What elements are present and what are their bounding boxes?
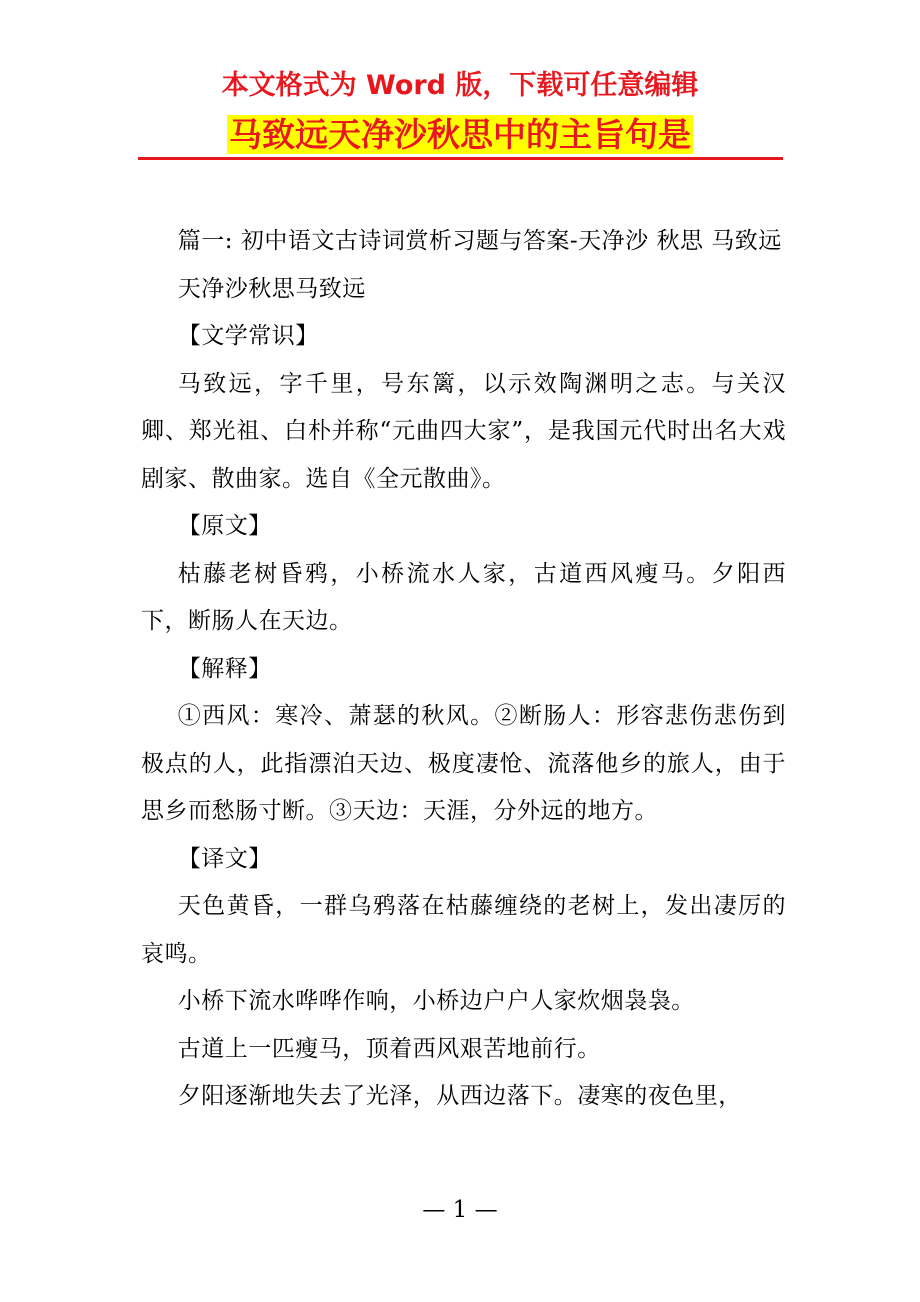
section-heading-translation: 【译文】	[177, 845, 272, 872]
title-divider	[138, 157, 783, 160]
document-title	[0, 112, 920, 158]
paragraph-heading-intro: 篇一: 初中语文古诗词赏析习题与答案-天净沙 秋思 马致远	[177, 228, 782, 254]
title-text: 马致远天净沙秋思中的主旨句是	[229, 115, 691, 154]
paragraph-poem-title: 天净沙秋思马致远	[177, 275, 366, 302]
download-banner: 本文格式为 Word 版，下载可任意编辑	[221, 70, 699, 101]
paragraph-translation-2: 小桥下流水哗哗作响，小桥边户户人家炊烟袅袅。	[177, 988, 695, 1014]
document-body	[141, 218, 786, 1121]
paragraph-author-bio: 马致远，字千里，号东篱，以示效陶渊明之志。与关汉卿、郑光祖、白朴并称“元曲四大家”，是我国元代时出名大戏剧家、散曲家。选自《全元散曲》。	[141, 370, 786, 492]
paragraph-translation-1: 天色黄昏，一群乌鸦落在枯藤缠绕的老树上，发出凄厉的哀鸣。	[141, 893, 786, 967]
section-heading-original-text: 【原文】	[177, 513, 272, 539]
paragraph-original-poem: 枯藤老树昏鸦，小桥流水人家，古道西风瘦马。夕阳西下，断肠人在天边。	[141, 560, 786, 634]
paragraph-translation-3: 古道上一匹瘦马，顶着西风艰苦地前行。	[177, 1035, 601, 1062]
paragraph-translation-4: 夕阳逐渐地失去了光泽，从西边落下。凄寒的夜色里，	[177, 1083, 742, 1109]
paragraph-explanation: ①西风：寒冷、萧瑟的秋风。②断肠人：形容悲伤悲伤到极点的人，此指漂泊天边、极度凄怆、流落他乡的旅人，由于思乡而愁肠寸断。③天边：天涯，分外远的地方。	[141, 703, 786, 824]
section-heading-literary-knowledge: 【文学常识】	[177, 323, 319, 349]
page-number: — 1 —	[422, 1197, 498, 1223]
section-heading-explanation: 【解释】	[177, 655, 272, 682]
